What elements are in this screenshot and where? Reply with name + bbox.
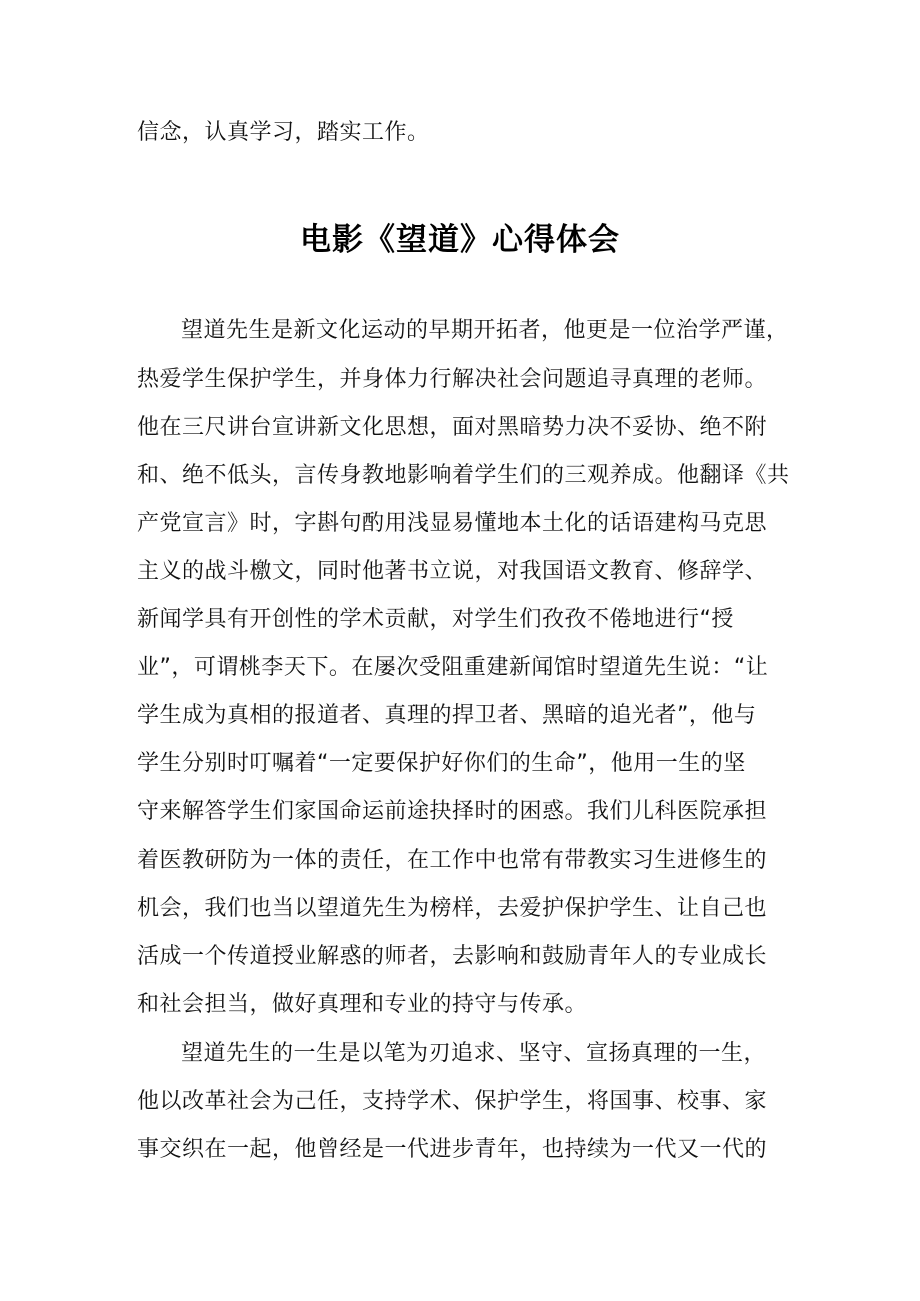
paragraph-line: 和、绝不低头，言传身教地影响着学生们的三观养成。他翻译《共 (137, 463, 790, 488)
paragraph-line: 业”，可谓桃李天下。在屡次受阻重建新闻馆时望道先生说：“让 (137, 655, 769, 680)
paragraph-line: 事交织在一起，他曾经是一代进步青年，也持续为一代又一代的 (137, 1137, 768, 1162)
paragraph-line: 他以改革社会为己任，支持学术、保护学生，将国事、校事、家 (137, 1089, 768, 1114)
paragraph-line: 主义的战斗檄文，同时他著书立说，对我国语文教育、修辞学、 (137, 559, 768, 584)
paragraph-line: 着医教研防为一体的责任，在工作中也常有带教实习生进修生的 (137, 848, 768, 873)
paragraph-line: 和社会担当，做好真理和专业的持守与传承。 (137, 992, 588, 1017)
paragraph-line: 产党宣言》时，字斟句酌用浅显易懂地本土化的话语建构马克思 (137, 511, 768, 536)
continued-text-line: 信念，认真学习，踏实工作。 (137, 120, 430, 145)
paragraph-line: 望道先生的一生是以笔为刃追求、坚守、宣扬真理的一生， (181, 1041, 767, 1066)
paragraph-line: 学生成为真相的报道者、真理的捍卫者、黑暗的追光者”，他与 (137, 703, 757, 728)
paragraph-line: 学生分别时叮嘱着“一定要保护好你们的生命”，他用一生的坚 (137, 751, 746, 776)
paragraph-line: 活成一个传道授业解惑的师者，去影响和鼓励青年人的专业成长 (137, 944, 768, 969)
paragraph-line: 机会，我们也当以望道先生为榜样，去爱护保护学生、让自己也 (137, 896, 768, 921)
page-title: 电影《望道》心得体会 (300, 222, 620, 258)
paragraph-line: 望道先生是新文化运动的早期开拓者，他更是一位治学严谨， (181, 318, 789, 343)
paragraph-line: 守来解答学生们家国命运前途抉择时的困惑。我们儿科医院承担 (137, 799, 768, 824)
paragraph-line: 他在三尺讲台宣讲新文化思想，面对黑暗势力决不妥协、绝不附 (137, 415, 768, 440)
paragraph-line: 新闻学具有开创性的学术贡献，对学生们孜孜不倦地进行“授 (137, 607, 734, 632)
paragraph-line: 热爱学生保护学生，并身体力行解决社会问题追寻真理的老师。 (137, 367, 768, 392)
